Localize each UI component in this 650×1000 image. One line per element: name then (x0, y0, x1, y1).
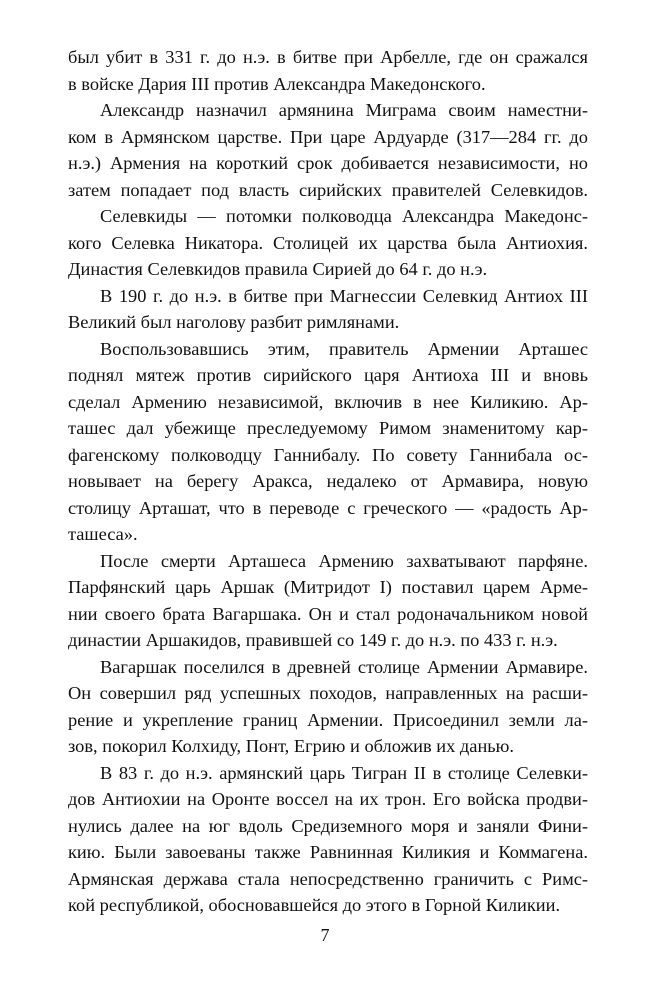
text-line: нулись далее на юг вдоль Средиземного моря и заняли Фини- (68, 815, 588, 836)
text-line: кого Селевка Никатора. Столицей их царства была Антиохия. (68, 232, 588, 253)
text-line: фагенскому полководцу Ганнибалу. По совету Ганнибала ос- (68, 444, 588, 465)
text-line: кию. Были завоеваны также Равнинная Киликия и Коммагена. (68, 842, 588, 862)
paragraph (68, 44, 588, 97)
text-line: нии своего брата Вагаршака. Он и стал родоначальником новой (68, 603, 588, 624)
text-line: Селевкиды — потомки полководца Александра Македонс- (100, 206, 588, 226)
text-line: Он совершил ряд успешных походов, направленных на расши- (68, 683, 588, 703)
text-line: дов Антиохии на Оронте воссел на их трон. Его войска продви- (68, 789, 588, 809)
page-number: 7 (320, 925, 330, 945)
text-line: кой республикой, обосновавшейся до этого в Горной Киликии. (68, 895, 561, 915)
text-line: В 190 г. до н.э. в битве при Магнессии Селевкид Антиох III (100, 285, 588, 306)
paragraph (68, 97, 588, 203)
paragraph (68, 203, 588, 283)
paragraph (68, 336, 588, 548)
text-line: н.э.) Армения на короткий срок добивается независимости, но (68, 153, 588, 173)
text-line: затем попадает под власть сирийских правителей Селевкидов. (68, 179, 588, 200)
text-line: Армянская держава стала непосредственно граничить с Римс- (68, 868, 588, 889)
page-body (68, 44, 588, 919)
text-line: зов, покорил Колхиду, Понт, Егрию и обложив их данью. (68, 736, 515, 756)
text-line: сделал Армению независимой, включив в нее Киликию. Ар- (68, 391, 588, 412)
paragraph (68, 548, 588, 654)
text-line: ком в Армянском царстве. При царе Ардуарде (317—284 гг. до (68, 126, 588, 147)
text-line: династии Аршакидов, правившей со 149 г. до н.э. по 433 г. н.э. (68, 630, 558, 650)
text-line: в войске Дария III против Александра Македонского. (68, 73, 486, 94)
text-line: Воспользовавшись этим, правитель Армении Арташес (100, 338, 588, 359)
text-line: Вагаршак поселился в древней столице Армении Армавире. (100, 656, 588, 677)
text-line: Великий был наголову разбит римлянами. (68, 312, 400, 332)
text-line: новывает на берегу Аракса, недалеко от Армавира, новую (68, 471, 588, 491)
text-line: После смерти Арташеса Армению захватывают парфяне. (100, 550, 588, 571)
text-line: был убит в 331 г. до н.э. в битве при Арбелле, где он сражался (68, 47, 588, 67)
text-line: В 83 г. до н.э. армянский царь Тигран II в столице Селевки- (100, 762, 588, 783)
text-line: Александр назначил армянина Миграма своим наместни- (100, 100, 588, 120)
text-line: поднял мятеж против сирийского царя Антиоха III и вновь (68, 365, 588, 385)
text-line: ташес дал убежище преследуемому Римом знаменитому кар- (68, 418, 588, 438)
text-line: Парфянский царь Аршак (Митридот I) поставил царем Арме- (68, 577, 588, 597)
text-line: ташеса». (68, 524, 138, 544)
paragraph (68, 283, 588, 336)
paragraph (68, 654, 588, 760)
paragraph (68, 760, 588, 919)
text-line: столицу Арташат, что в переводе с греческого — «радость Ар- (68, 497, 588, 518)
text-line: рение и укрепление границ Армении. Присоединил земли ла- (68, 709, 588, 730)
text-line: Династия Селевкидов правила Сирией до 64 г. до н.э. (68, 259, 488, 279)
